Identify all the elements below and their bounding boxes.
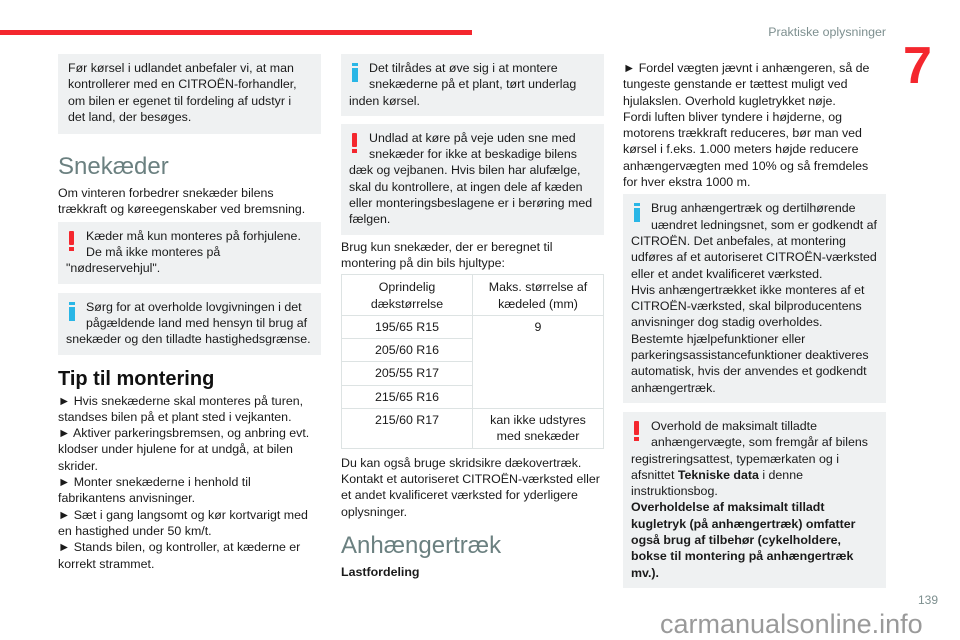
weight-bullet: ► Fordel vægten jævnt i anhængeren, så de tungeste genstande er tættest muligt ved hjulakslen. Overhold kugletrykket nøje. xyxy=(623,61,870,108)
table-header: Maks. størrelse af kædeled (mm) xyxy=(473,275,604,316)
table-cell: 205/60 R16 xyxy=(342,339,473,362)
info-text: Hvis anhængertrækket ikke monteres af et CITROËN-værksted, skal bilproducentens anvisninger dog stadig overholdes. xyxy=(631,282,865,330)
tip-item: ► Sæt i gang langsomt og kør kortvarigt med en hastighed under 50 km/t. xyxy=(58,507,308,538)
info-box xyxy=(341,54,604,116)
altitude-paragraph: Fordi luften bliver tyndere i højderne, og motorens trækkraft reduceres, bør man ved kørsel i f.eks. 1.000 meters højde reducere anhængervægten med 10% og så fremdeles for hver ekstra 1000 m. xyxy=(623,109,869,190)
warning-text: Kæder må kun monteres på forhjulene. De må ikke monteres på "nødreservehjul". xyxy=(66,228,301,276)
subheading-lastfordeling: Lastfordeling xyxy=(341,564,420,579)
info-text: Brug anhængertræk og dertilhørende uændret ledningsnet, som er godkendt af CITROËN. Det anbefales, at montering udføres af et autoriseret CITROËN-værksted eller et andet kvalificeret værksted. xyxy=(631,201,877,281)
chain-size-table xyxy=(341,274,604,448)
heading-snekaeder: Snekæder xyxy=(58,153,169,181)
info-icon xyxy=(631,200,649,228)
running-header: Praktiske oplysninger xyxy=(768,25,886,39)
table-cell: 195/65 R15 xyxy=(342,315,473,338)
warning-box xyxy=(623,412,886,588)
warning-box xyxy=(341,124,604,235)
warning-box xyxy=(58,222,321,284)
tips-list xyxy=(58,393,321,572)
info-text: Bestemte hjælpefunktioner eller parkeringsassistancefunktioner deaktiveres automatisk, hvis der anvendes et godkendt anhængertræk. xyxy=(631,331,869,395)
intro-paragraph: Om vinteren forbedrer snekæder bilens trækkraft og køreegenskaber ved bremsning. xyxy=(58,186,306,217)
info-text: Sørg for at overholde lovgivningen i det pågældende land med hensyn til brug af snekæder og den tilladte hastighedsgrænse. xyxy=(66,299,311,347)
note-box: Før kørsel i udlandet anbefaler vi, at man kontrollerer med en CITROËN-forhandler, om bilen er egenet til fordeling af udstyr i det land, der besøges. xyxy=(58,54,321,134)
table-intro: Brug kun snekæder, der er beregnet til montering på din bils hjultype: xyxy=(341,239,553,270)
link-tekniske-data: Tekniske data xyxy=(677,467,759,482)
info-box xyxy=(58,293,321,355)
tip-item: ► Monter snekæderne i henhold til fabrikantens anvisninger. xyxy=(58,475,251,506)
warning-text: Undlad at køre på veje uden sne med snekæder for ikke at beskadige bilens dæk og vejbanen. Hvis bilen har alufælge, skal du kontrollere, at ingen dele af kæden eller monteringsbeslagene er i berøring med fælgen. xyxy=(349,130,593,227)
table-cell: 215/65 R16 xyxy=(342,385,473,408)
table-cell: kan ikke udstyres med snekæder xyxy=(473,409,604,449)
warning-text: i denne instruktionsbog. xyxy=(631,467,803,499)
column-3 xyxy=(623,60,886,588)
info-text: Det tilrådes at øve sig i at montere snekæderne på et plant, tørt underlag inden kørsel. xyxy=(349,61,577,108)
column-1 xyxy=(58,54,321,572)
watermark: carmanualsonline.info xyxy=(660,609,923,639)
paragraph xyxy=(623,60,886,190)
heading-anhaengertraek: Anhængertræk xyxy=(341,531,502,559)
header-red-bar xyxy=(0,30,472,35)
table-cell: 205/55 R17 xyxy=(342,362,473,385)
table-cell: 9 xyxy=(473,315,604,408)
column-2 xyxy=(341,54,604,580)
warning-icon xyxy=(66,228,84,256)
heading-tips: Tip til montering xyxy=(58,367,215,390)
info-box xyxy=(623,194,886,403)
info-icon xyxy=(349,60,367,88)
warning-icon xyxy=(349,130,367,158)
table-cell: 215/60 R17 xyxy=(342,409,473,449)
tip-item: ► Aktiver parkeringsbremsen, og anbring evt. klodser under hjulene for at undgå, at bilen skrider. xyxy=(58,426,310,473)
chapter-number: 7 xyxy=(903,37,932,95)
page-number: 139 xyxy=(918,593,939,607)
tip-item: ► Stands bilen, og kontroller, at kæderne er korrekt strammet. xyxy=(58,540,301,571)
tip-item: ► Hvis snekæderne skal monteres på turen, standses bilen på et plant sted i vejkanten. xyxy=(58,393,304,424)
table-header: Oprindelig dækstørrelse xyxy=(342,275,473,316)
warning-strong-text: Overholdelse af maksimalt tilladt kugletryk (på anhængertræk) omfatter også brug af tilbehør (cykelholdere, bokse til montering på anhængertræk mv.). xyxy=(631,500,856,580)
warning-text: Overhold de maksimalt tilladte anhængervægte, som fremgår af bilens registreringsattest, typemærkaten og i afsnittet xyxy=(631,418,868,482)
after-table-paragraph: Du kan også bruge skridsikre dækovertræk. Kontakt et autoriseret CITROËN-værksted eller et andet kvalificeret værksted for yderligere oplysninger. xyxy=(341,455,600,519)
warning-icon xyxy=(631,418,649,446)
info-icon xyxy=(66,299,84,327)
